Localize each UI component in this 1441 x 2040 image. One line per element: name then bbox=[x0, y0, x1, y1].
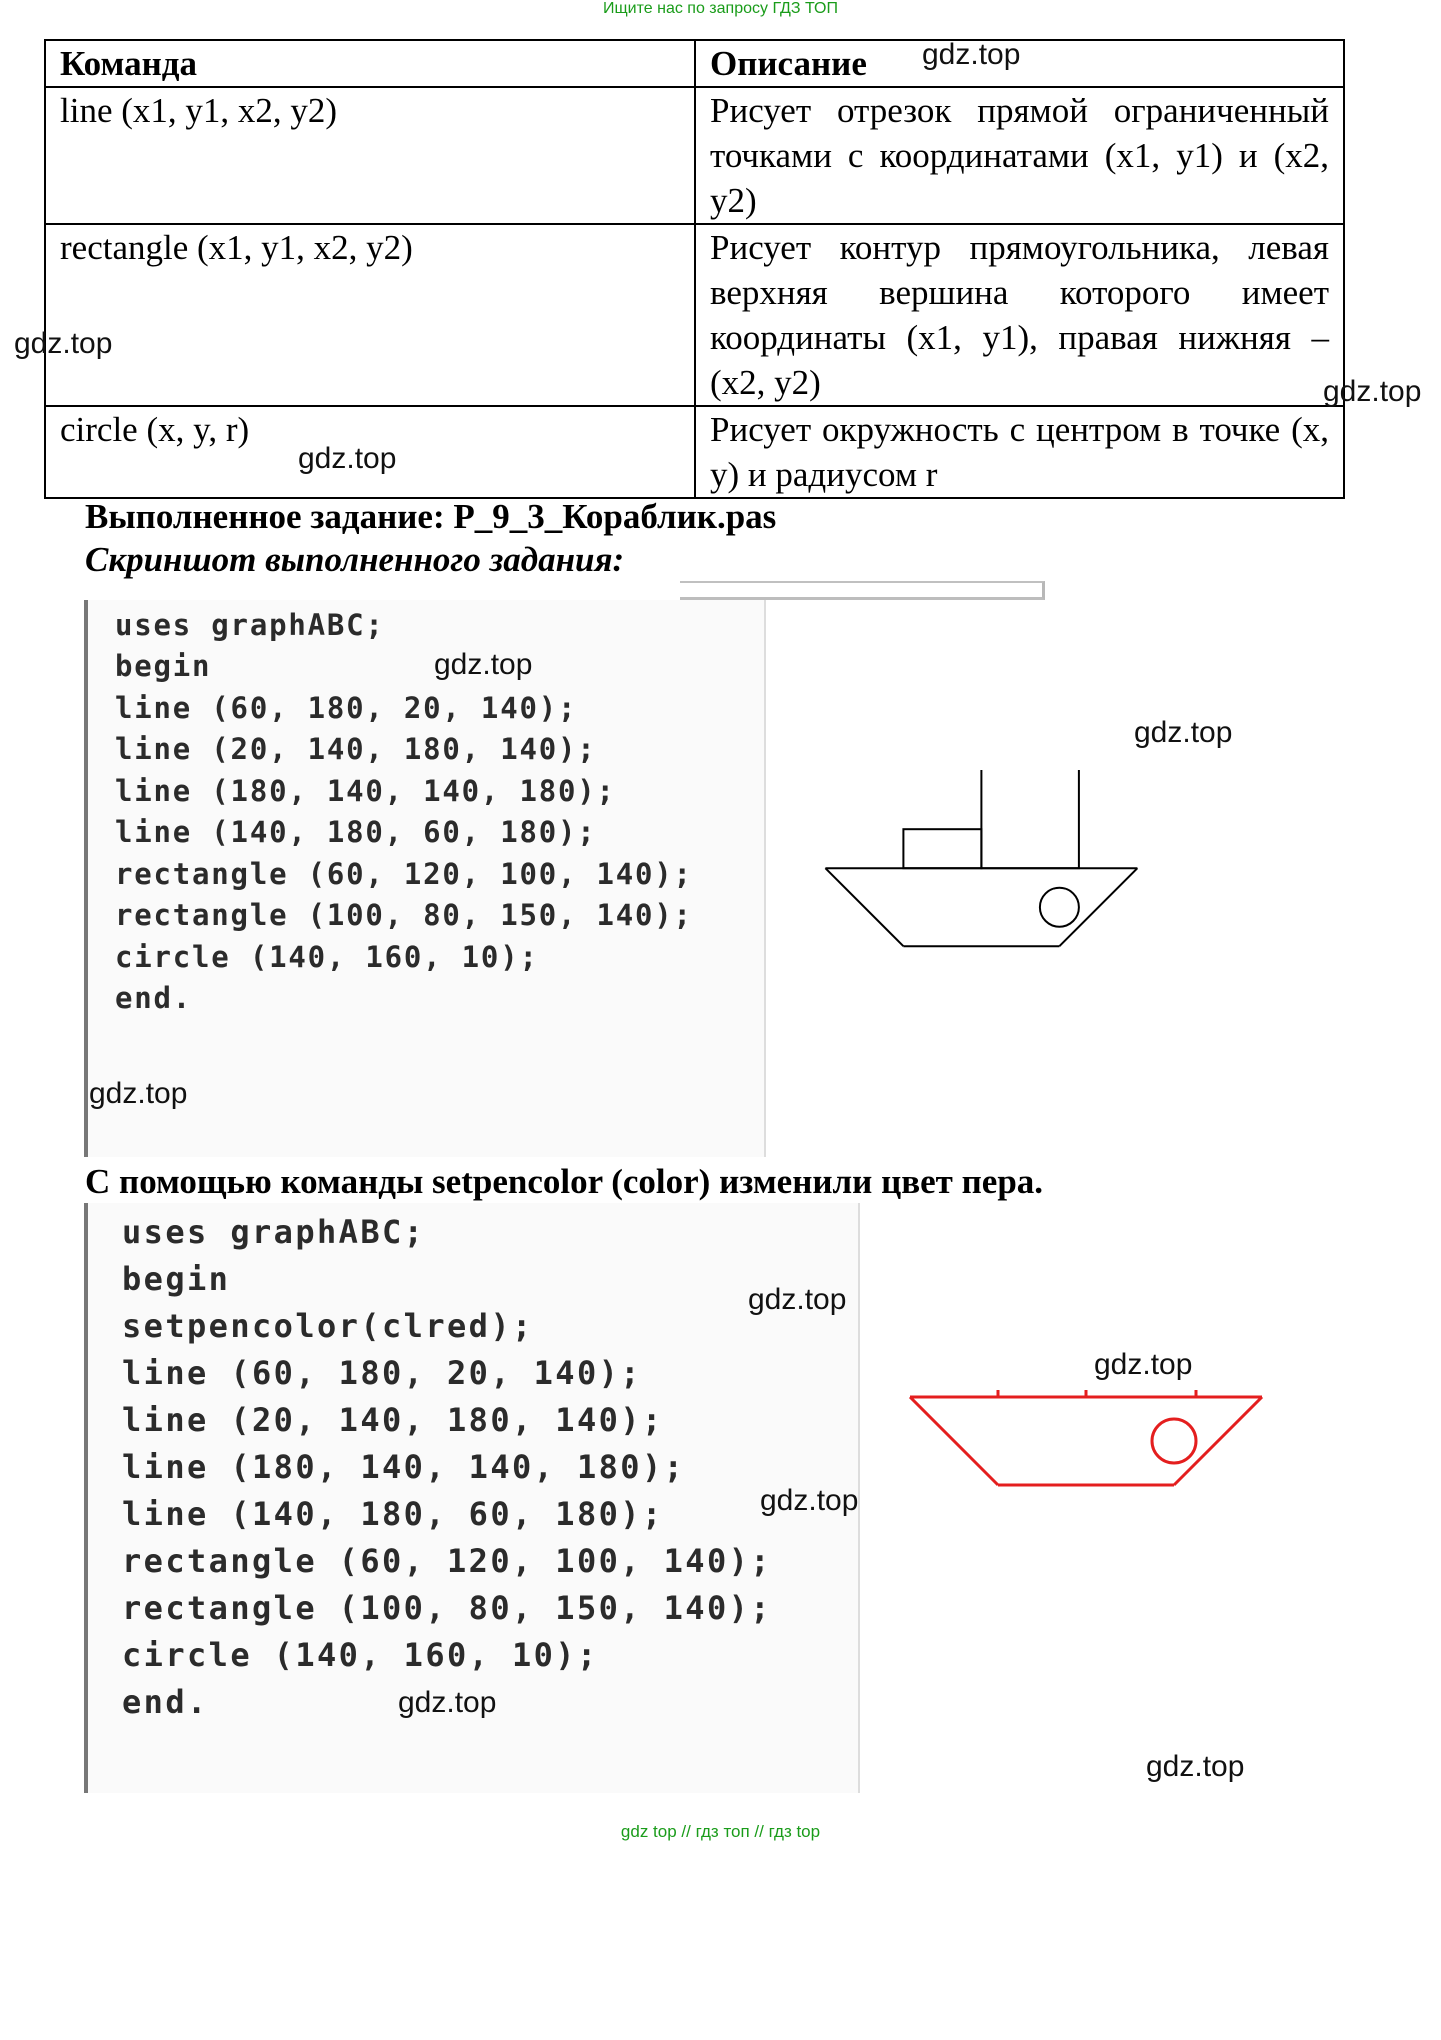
section-two-title: С помощью команды setpencolor (color) изменили цвет пера. bbox=[85, 1162, 1044, 1201]
table-row bbox=[45, 224, 1344, 406]
watermark: gdz.top bbox=[298, 442, 397, 475]
watermark: gdz.top bbox=[922, 38, 1021, 71]
row-description: Рисует окружность с центром в точке (x, y) и радиусом r bbox=[695, 406, 1344, 498]
ship-line bbox=[1174, 1397, 1262, 1485]
ship-line bbox=[910, 1397, 998, 1485]
row-command: line (x1, y1, x2, y2) bbox=[45, 87, 695, 224]
header-command: Команда bbox=[45, 40, 695, 87]
code-line: rectangle (100, 80, 150, 140); bbox=[115, 898, 693, 932]
code-line: line (180, 140, 140, 180); bbox=[122, 1448, 686, 1486]
ship-rectangle bbox=[903, 829, 981, 868]
watermark: gdz.top bbox=[1323, 375, 1422, 408]
code-listing-first bbox=[84, 600, 766, 1157]
ship-drawing-black bbox=[800, 770, 1200, 1020]
code-line: rectangle (60, 120, 100, 140); bbox=[115, 857, 693, 891]
watermark: gdz.top bbox=[1146, 1750, 1245, 1783]
watermark: gdz.top bbox=[760, 1484, 859, 1517]
watermark: gdz.top bbox=[89, 1077, 188, 1110]
table-row bbox=[45, 406, 1344, 498]
footer-note[interactable]: gdz top // гдз топ // гдз top bbox=[620, 1822, 821, 1841]
code-line: circle (140, 160, 10); bbox=[122, 1636, 599, 1674]
row-command: circle (x, y, r) bbox=[45, 406, 695, 498]
table-header-row bbox=[45, 40, 1344, 87]
header-description: Описание bbox=[695, 40, 1344, 87]
code-line: uses graphABC; bbox=[115, 608, 385, 642]
row-command: rectangle (x1, y1, x2, y2) bbox=[45, 224, 695, 406]
ship-porthole bbox=[1040, 888, 1079, 927]
code-line: line (60, 180, 20, 140); bbox=[122, 1354, 642, 1392]
ship-porthole bbox=[1152, 1419, 1196, 1463]
screenshot-window-edge bbox=[680, 581, 1045, 600]
code-line: rectangle (100, 80, 150, 140); bbox=[122, 1589, 772, 1627]
code-line: line (20, 140, 180, 140); bbox=[115, 732, 597, 766]
ship-rectangle bbox=[981, 770, 1079, 868]
ship-line bbox=[1059, 868, 1137, 946]
code-line: end. bbox=[115, 981, 193, 1015]
task-title: Выполненное задание: P_9_3_Кораблик.pas bbox=[85, 497, 777, 536]
ship-drawing-red bbox=[900, 1390, 1350, 2040]
code-line: line (140, 180, 60, 180); bbox=[122, 1495, 664, 1533]
watermark: gdz.top bbox=[1134, 716, 1233, 749]
watermark: gdz.top bbox=[14, 327, 113, 360]
table-row bbox=[45, 87, 1344, 224]
watermark: gdz.top bbox=[434, 648, 533, 681]
code-line: line (140, 180, 60, 180); bbox=[115, 815, 597, 849]
row-description: Рисует контур прямоугольника, левая верхняя вершина которого имеет координаты (x1, y1), правая нижняя – (x2, y2) bbox=[695, 224, 1344, 406]
watermark: gdz.top bbox=[398, 1686, 497, 1719]
watermark: gdz.top bbox=[748, 1283, 847, 1316]
screenshot-caption: Скриншот выполненного задания: bbox=[85, 540, 625, 579]
ship-rectangle bbox=[998, 1390, 1086, 1397]
ship-rectangle bbox=[1086, 1390, 1196, 1397]
code-line: begin bbox=[115, 649, 212, 683]
code-line: line (20, 140, 180, 140); bbox=[122, 1401, 664, 1439]
code-line: end. bbox=[122, 1683, 209, 1721]
watermark: gdz.top bbox=[1094, 1348, 1193, 1381]
ship-line bbox=[825, 868, 903, 946]
code-line: line (60, 180, 20, 140); bbox=[115, 691, 578, 725]
code-line: setpencolor(clred); bbox=[122, 1307, 534, 1345]
header-note[interactable]: Ищите нас по запросу ГДЗ ТОП bbox=[603, 0, 838, 17]
code-line: begin bbox=[122, 1260, 231, 1298]
code-line: circle (140, 160, 10); bbox=[115, 940, 539, 974]
commands-table bbox=[44, 39, 1345, 499]
code-line: rectangle (60, 120, 100, 140); bbox=[122, 1542, 772, 1580]
code-line: uses graphABC; bbox=[122, 1213, 426, 1251]
code-line: line (180, 140, 140, 180); bbox=[115, 774, 616, 808]
row-description: Рисует отрезок прямой ограниченный точками с координатами (x1, y1) и (x2, y2) bbox=[695, 87, 1344, 224]
